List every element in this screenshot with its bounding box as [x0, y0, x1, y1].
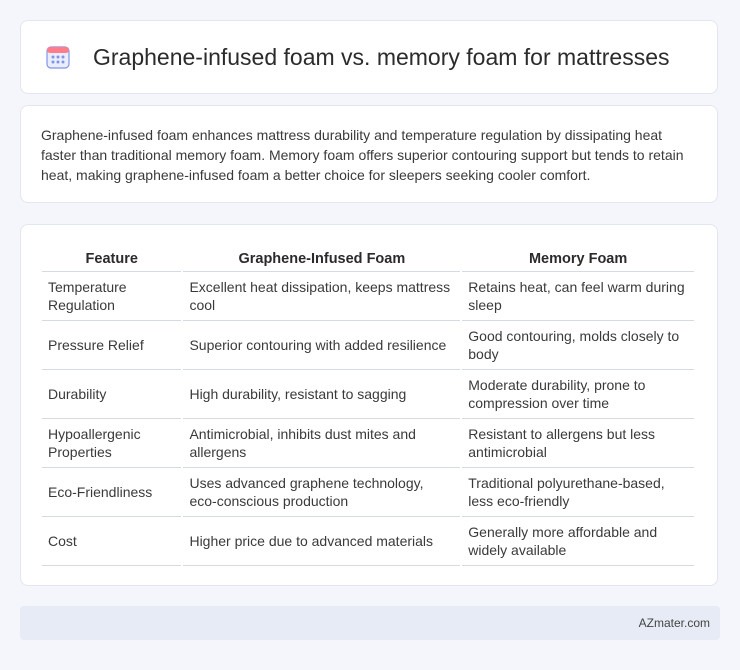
memory-cell: Moderate durability, prone to compression over time	[462, 370, 694, 419]
calendar-icon	[45, 44, 71, 70]
footer-site-name[interactable]: AZmater.com	[638, 616, 710, 630]
column-header-feature: Feature	[42, 247, 181, 272]
graphene-cell: Superior contouring with added resilience	[183, 321, 460, 370]
page-title: Graphene-infused foam vs. memory foam for mattresses	[93, 43, 670, 70]
title-card	[20, 20, 718, 94]
graphene-cell: High durability, resistant to sagging	[183, 370, 460, 419]
feature-cell: Eco-Friendliness	[42, 468, 181, 517]
memory-cell: Traditional polyurethane-based, less eco-friendly	[462, 468, 694, 517]
comparison-table-card	[20, 224, 718, 586]
graphene-cell: Antimicrobial, inhibits dust mites and allergens	[183, 419, 460, 468]
footer-bar	[20, 606, 720, 640]
feature-cell: Durability	[42, 370, 181, 419]
graphene-cell: Excellent heat dissipation, keeps mattress cool	[183, 272, 460, 321]
comparison-table	[40, 247, 696, 566]
table-row	[42, 419, 694, 468]
memory-cell: Retains heat, can feel warm during sleep	[462, 272, 694, 321]
feature-cell: Cost	[42, 517, 181, 566]
memory-cell: Good contouring, molds closely to body	[462, 321, 694, 370]
memory-cell: Generally more affordable and widely available	[462, 517, 694, 566]
summary-text: Graphene-infused foam enhances mattress durability and temperature regulation by dissipating heat faster than traditional memory foam. Memory foam offers superior contouring support but tends to retain heat, making graphene-infused foam a better choice for sleepers seeking cooler comfort.	[41, 127, 684, 183]
column-header-memory: Memory Foam	[462, 247, 694, 272]
feature-cell: Temperature Regulation	[42, 272, 181, 321]
graphene-cell: Higher price due to advanced materials	[183, 517, 460, 566]
column-header-graphene: Graphene-Infused Foam	[183, 247, 460, 272]
feature-cell: Hypoallergenic Properties	[42, 419, 181, 468]
table-header-row	[42, 247, 694, 272]
table-row	[42, 370, 694, 419]
table-row	[42, 272, 694, 321]
graphene-cell: Uses advanced graphene technology, eco-conscious production	[183, 468, 460, 517]
feature-cell: Pressure Relief	[42, 321, 181, 370]
table-row	[42, 517, 694, 566]
summary-card	[20, 105, 718, 203]
table-row	[42, 321, 694, 370]
memory-cell: Resistant to allergens but less antimicrobial	[462, 419, 694, 468]
table-row	[42, 468, 694, 517]
